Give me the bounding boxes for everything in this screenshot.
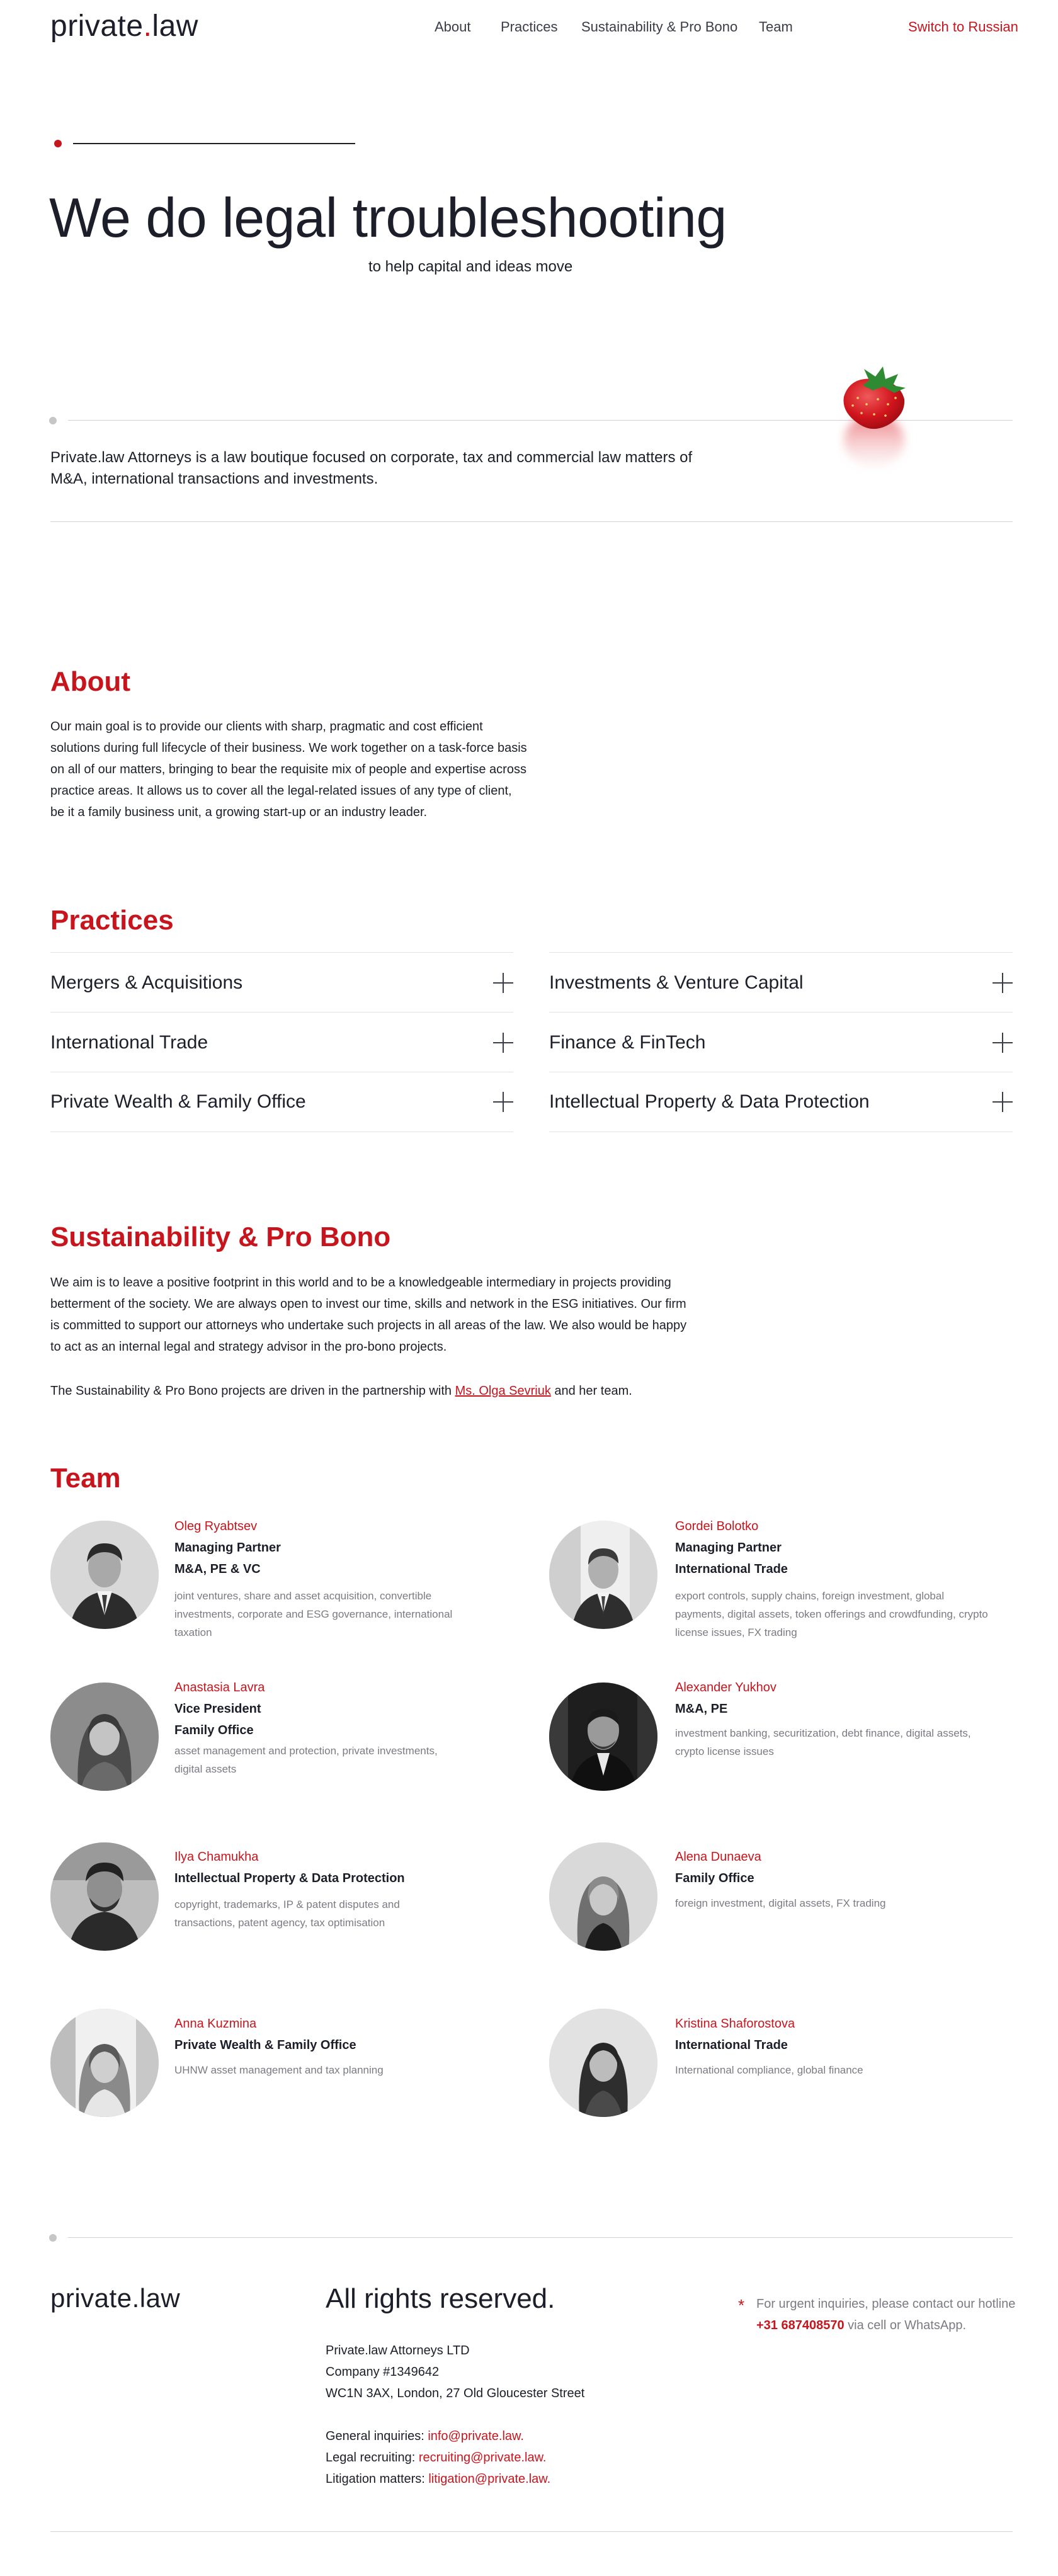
partner-link[interactable]: Ms. Olga Sevriuk (455, 1384, 551, 1398)
member-description: UHNW asset management and tax planning (174, 2064, 384, 2076)
member-description: investment banking, securitization, debt finance, digital assets, crypto license issues (675, 1727, 971, 1757)
member-role: Intellectual Property & Data Protection (174, 1871, 405, 1885)
avatar-alena-dunaeva (549, 1842, 657, 1951)
litigation-label: Litigation matters: (326, 2472, 429, 2486)
company-number: Company #1349642 (326, 2365, 440, 2379)
footer-logo[interactable] (50, 2283, 180, 2313)
nav-sustainability[interactable]: Sustainability & Pro Bono (581, 19, 738, 35)
practices-title: Practices (50, 905, 174, 936)
member-role: Managing Partner (174, 1541, 281, 1555)
hotline-link[interactable]: +31 687408570 (756, 2318, 845, 2332)
member-practice: International Trade (675, 1562, 788, 1576)
member-role: M&A, PE (675, 1702, 728, 1716)
plus-icon[interactable] (493, 1033, 513, 1053)
recruiting-email-link[interactable]: recruiting@private.law. (418, 2451, 547, 2465)
avatar-anastasia-lavra (50, 1682, 159, 1791)
intro-dot (49, 417, 57, 424)
team-title: Team (50, 1463, 121, 1494)
legal-recruiting (326, 2447, 716, 2468)
member-name[interactable]: Kristina Shaforostova (675, 2017, 795, 2031)
nav-practices[interactable]: Practices (501, 19, 558, 35)
member-name[interactable]: Oleg Ryabtsev (174, 1519, 258, 1533)
general-inquiries (326, 2426, 716, 2447)
urgent-contact-text (756, 2293, 1021, 2336)
plus-icon[interactable] (993, 1033, 1013, 1053)
practice-finance-fintech[interactable] (549, 1012, 1013, 1072)
practice-international-trade[interactable] (50, 1012, 513, 1072)
member-role: Managing Partner (675, 1541, 782, 1555)
practice-ip-data-protection[interactable] (549, 1072, 1013, 1132)
sustainability-partner-text (50, 1380, 743, 1402)
member-name[interactable]: Anastasia Lavra (174, 1681, 265, 1694)
practice-label: Investments & Venture Capital (549, 972, 804, 993)
plus-icon[interactable] (493, 1092, 513, 1112)
nav-about[interactable]: About (435, 19, 471, 35)
practice-label: Intellectual Property & Data Protection (549, 1091, 870, 1112)
member-name[interactable]: Gordei Bolotko (675, 1519, 759, 1533)
company-name: Private.law Attorneys LTD (326, 2344, 470, 2358)
intro-text: Private.law Attorneys is a law boutique focused on corporate, tax and commercial law matters of M&A, international transactions and investments. (50, 449, 693, 487)
practice-investments-vc[interactable] (549, 952, 1013, 1013)
member-description: joint ventures, share and asset acquisition, convertible investments, corporate and ESG governance, international taxation (174, 1590, 453, 1638)
member-role: International Trade (675, 2038, 788, 2052)
company-address: WC1N 3AX, London, 27 Old Gloucester Street (326, 2386, 585, 2400)
litigation-matters (326, 2468, 716, 2490)
member-name[interactable]: Anna Kuzmina (174, 2017, 257, 2031)
footer-rights: All rights reserved. (326, 2283, 555, 2314)
general-email-link[interactable]: info@private.law. (428, 2429, 524, 2443)
practice-label: Finance & FinTech (549, 1031, 706, 1053)
member-role: Vice President (174, 1702, 261, 1716)
logo-dot: . (143, 9, 152, 43)
member-name[interactable]: Alena Dunaeva (675, 1850, 761, 1864)
avatar-alexander-yukhov (549, 1682, 657, 1791)
footer-divider (68, 2237, 1013, 2238)
practice-label: Mergers & Acquisitions (50, 972, 243, 993)
footer-logo-suffix: law (139, 2283, 181, 2313)
member-description: copyright, trademarks, IP & patent disputes and transactions, patent agency, tax optimisation (174, 1898, 400, 1929)
member-description: International compliance, global finance (675, 2064, 863, 2076)
footer-dot (49, 2234, 57, 2242)
plus-icon[interactable] (493, 973, 513, 993)
recruiting-label: Legal recruiting: (326, 2451, 419, 2465)
member-practice: M&A, PE & VC (174, 1562, 261, 1576)
member-description: asset management and protection, private investments, digital assets (174, 1745, 438, 1775)
practice-private-wealth[interactable] (50, 1072, 513, 1132)
asterisk-icon: * (738, 2296, 745, 2315)
member-role: Private Wealth & Family Office (174, 2038, 356, 2052)
logo-suffix: law (152, 9, 198, 43)
member-practice: Family Office (174, 1723, 254, 1737)
footer-bottom-divider (50, 2531, 1013, 2532)
urgent-prefix: For urgent inquiries, please contact our hotline (756, 2297, 1016, 2311)
footer-logo-text: private (50, 2283, 132, 2313)
sustainability-text: We aim is to leave a positive footprint in this world and to be a knowledgeable intermediary in projects providing betterment of the society. We are always open to invest our time, skills and network in the ESG initiatives. Our firm is committed to support our attorneys who undertake such projects in all areas of the law. We also would be happy to act as an internal legal and strategy advisor in the pro-bono projects. (50, 1276, 687, 1354)
avatar-oleg-ryabtsev (50, 1521, 159, 1629)
general-label: General inquiries: (326, 2429, 428, 2443)
strawberry-image (825, 365, 932, 479)
partner-prefix: The Sustainability & Pro Bono projects are driven in the partnership with (50, 1384, 455, 1398)
avatar-anna-kuzmina (50, 2009, 159, 2117)
plus-icon[interactable] (993, 1092, 1013, 1112)
avatar-gordei-bolotko (549, 1521, 657, 1629)
hero-subtitle: to help capital and ideas move (368, 258, 573, 275)
member-name[interactable]: Alexander Yukhov (675, 1681, 776, 1694)
partner-suffix: and her team. (550, 1384, 632, 1398)
member-description: export controls, supply chains, foreign investment, global payments, digital assets, token offerings and crowdfunding, crypto license issues, FX trading (675, 1590, 988, 1638)
litigation-email-link[interactable]: litigation@private.law. (428, 2472, 551, 2486)
practice-label: International Trade (50, 1031, 208, 1053)
hero-accent-dot (54, 140, 62, 147)
about-title: About (50, 666, 131, 697)
hero-title: We do legal troubleshooting (49, 186, 727, 249)
urgent-suffix: via cell or WhatsApp. (844, 2318, 967, 2332)
footer-logo-dot: . (132, 2283, 140, 2313)
member-name[interactable]: Ilya Chamukha (174, 1850, 259, 1864)
footer-contacts (326, 2426, 716, 2490)
intro-bottom-divider (50, 521, 1013, 522)
plus-icon[interactable] (993, 973, 1013, 993)
logo[interactable] (50, 9, 198, 43)
practice-label: Private Wealth & Family Office (50, 1091, 306, 1112)
practice-mergers-acquisitions[interactable] (50, 952, 513, 1013)
footer-company-block (326, 2340, 716, 2404)
switch-language-link[interactable]: Switch to Russian (908, 19, 1018, 35)
sustainability-title: Sustainability & Pro Bono (50, 1222, 391, 1252)
nav-team[interactable]: Team (759, 19, 793, 35)
member-description: foreign investment, digital assets, FX trading (675, 1897, 886, 1909)
about-text: Our main goal is to provide our clients with sharp, pragmatic and cost efficient solutions during full lifecycle of their business. We work together on a task-force basis on all of our matters, bringing to bear the requisite mix of people and expertise across practice areas. It allows us to cover all the legal-related issues of any type of client, be it a family business unit, a growing start-up or an industry leader. (50, 720, 527, 819)
avatar-ilya-chamukha (50, 1842, 159, 1951)
member-role: Family Office (675, 1871, 754, 1885)
hero-divider (73, 143, 355, 144)
logo-text: private (50, 9, 144, 43)
avatar-kristina-shaforostova (549, 2009, 657, 2117)
